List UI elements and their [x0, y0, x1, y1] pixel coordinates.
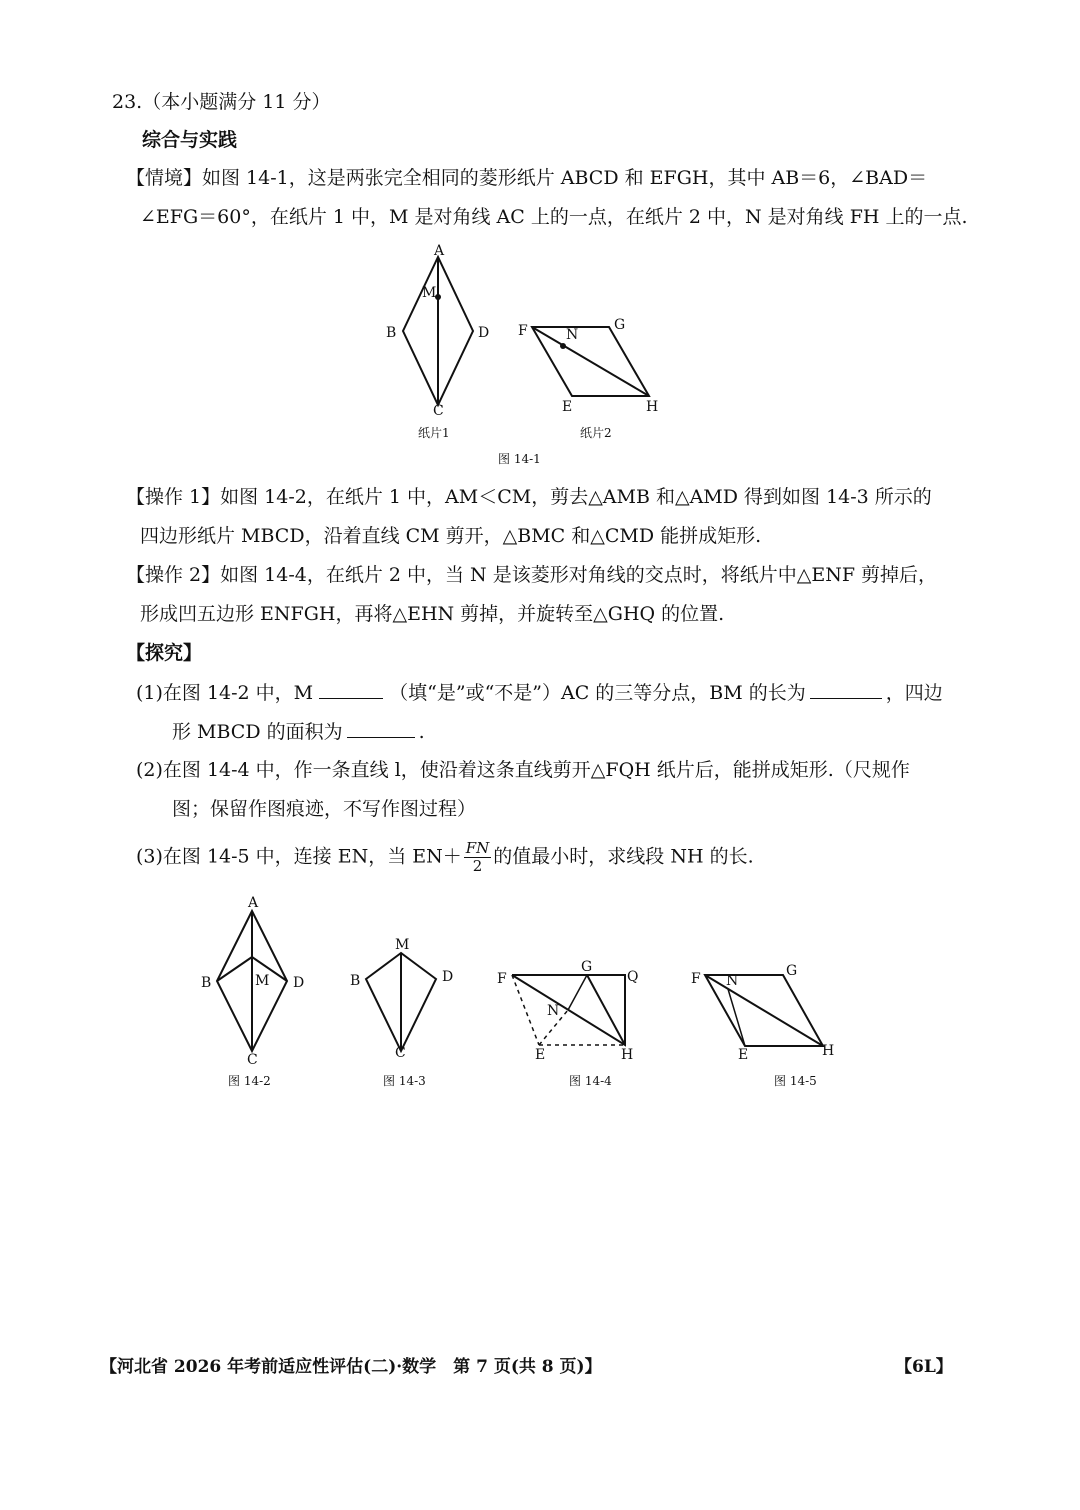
- label-d: D: [478, 325, 490, 341]
- dashed-fe: [512, 975, 539, 1045]
- figure-14-5-caption: 图 14-5: [774, 1074, 817, 1088]
- explore-title: 【探究】: [126, 642, 203, 664]
- label-b: B: [386, 325, 397, 341]
- question-1-text-a: (1)在图 14-2 中，M: [136, 682, 314, 704]
- figure-14-2-caption: 图 14-2: [228, 1074, 271, 1088]
- label-a-14-2: A: [248, 895, 259, 911]
- label-g: G: [614, 317, 626, 333]
- label-m-14-3: M: [395, 937, 410, 953]
- question-3-text-a: (3)在图 14-5 中，连接 EN，当 EN＋: [136, 845, 462, 868]
- footer-code: 【6L】: [895, 1357, 953, 1377]
- diagonal-fh-14-5: [705, 975, 823, 1046]
- question-2-line-1: (2)在图 14-4 中，作一条直线 l，使沿着这条直线剪开△FQH 纸片后，能拼成矩形.（尺规作: [136, 759, 910, 781]
- figure-14-4-caption: 图 14-4: [569, 1074, 612, 1088]
- answer-blank-m-trisection[interactable]: [319, 680, 383, 699]
- paper-2-caption: 纸片2: [580, 426, 612, 440]
- point-n: [560, 343, 566, 349]
- label-a: A: [434, 243, 445, 259]
- question-1-text-b: （填“是”或“不是”）AC 的三等分点，BM 的长为: [389, 682, 806, 704]
- paper-1-caption: 纸片1: [418, 426, 450, 440]
- label-b-14-3: B: [350, 973, 361, 989]
- label-e: E: [562, 399, 573, 415]
- figure-14-2: [195, 895, 315, 1095]
- footer-page-info: 【河北省 2026 年考前适应性评估(二)·数学 第 7 页(共 8 页)】: [100, 1357, 602, 1377]
- fraction-numerator: FN: [465, 839, 490, 857]
- question-1-text-e: .: [418, 721, 425, 743]
- label-f: F: [518, 323, 528, 339]
- label-h-14-4: H: [621, 1047, 634, 1063]
- question-1-text-c: ，四边: [885, 682, 943, 704]
- operation-2-line-1: 【操作 2】如图 14-4，在纸片 2 中，当 N 是该菱形对角线的交点时，将纸片中△ENF 剪掉后，: [126, 564, 938, 586]
- label-f-14-4: F: [497, 971, 507, 987]
- label-f-14-5: F: [691, 971, 701, 987]
- diagonal-fh: [532, 327, 649, 396]
- scenario-line-1: 【情境】如图 14-1，这是两张完全相同的菱形纸片 ABCD 和 EFGH，其中 AB＝6，∠BAD＝: [126, 167, 928, 189]
- figure-14-4: [495, 895, 665, 1095]
- segment-gh: [587, 975, 625, 1045]
- operation-2-line-2: 形成凹五边形 ENFGH，再将△EHN 剪掉，并旋转至△GHQ 的位置.: [140, 603, 725, 625]
- segment-gn: [568, 975, 587, 1010]
- question-1-text-d: 形 MBCD 的面积为: [172, 721, 343, 743]
- label-n: N: [566, 327, 579, 343]
- answer-blank-bm-length[interactable]: [810, 680, 882, 699]
- label-d-14-2: D: [293, 975, 305, 991]
- label-n-14-4: N: [547, 1003, 560, 1019]
- figure-14-5: [688, 895, 848, 1095]
- problem-title: 23.（本小题满分 11 分）: [112, 91, 331, 113]
- label-e-14-4: E: [535, 1047, 546, 1063]
- label-d-14-3: D: [442, 969, 454, 985]
- label-e-14-5: E: [738, 1047, 749, 1063]
- question-3-text-b: 的值最小时，求线段 NH 的长.: [493, 845, 754, 868]
- question-1-line-2: [172, 719, 425, 744]
- label-m-14-2: M: [255, 973, 270, 989]
- label-g-14-4: G: [581, 959, 593, 975]
- label-c-14-2: C: [247, 1052, 258, 1068]
- label-c-14-3: C: [395, 1045, 406, 1061]
- figure-14-1: [370, 245, 670, 470]
- fraction-denominator: 2: [472, 857, 483, 875]
- label-h-14-5: H: [822, 1043, 835, 1059]
- label-b-14-2: B: [201, 975, 212, 991]
- figure-14-1-caption: 图 14-1: [498, 452, 541, 466]
- question-1-line-1: [136, 680, 943, 705]
- figure-14-3-caption: 图 14-3: [383, 1074, 426, 1088]
- answer-blank-mbcd-area[interactable]: [347, 719, 415, 738]
- figure-14-3: [345, 895, 465, 1095]
- label-h: H: [646, 399, 659, 415]
- label-n-14-5: N: [726, 973, 739, 989]
- fraction-fn-over-2: [464, 840, 492, 875]
- section-title: 综合与实践: [142, 129, 238, 151]
- label-m: M: [422, 285, 437, 301]
- question-3: [136, 840, 754, 875]
- question-2-line-2: 图；保留作图痕迹，不写作图过程）: [172, 798, 477, 820]
- label-q-14-4: Q: [627, 969, 639, 985]
- label-c: C: [433, 403, 444, 419]
- scenario-line-2: ∠EFG＝60°，在纸片 1 中，M 是对角线 AC 上的一点，在纸片 2 中，N 是对角线 FH 上的一点.: [140, 206, 968, 228]
- operation-1-line-1: 【操作 1】如图 14-2，在纸片 1 中，AM＜CM，剪去△AMB 和△AMD 得到如图 14-3 所示的: [126, 486, 932, 508]
- label-g-14-5: G: [786, 963, 798, 979]
- operation-1-line-2: 四边形纸片 MBCD，沿着直线 CM 剪开，△BMC 和△CMD 能拼成矩形.: [140, 525, 762, 547]
